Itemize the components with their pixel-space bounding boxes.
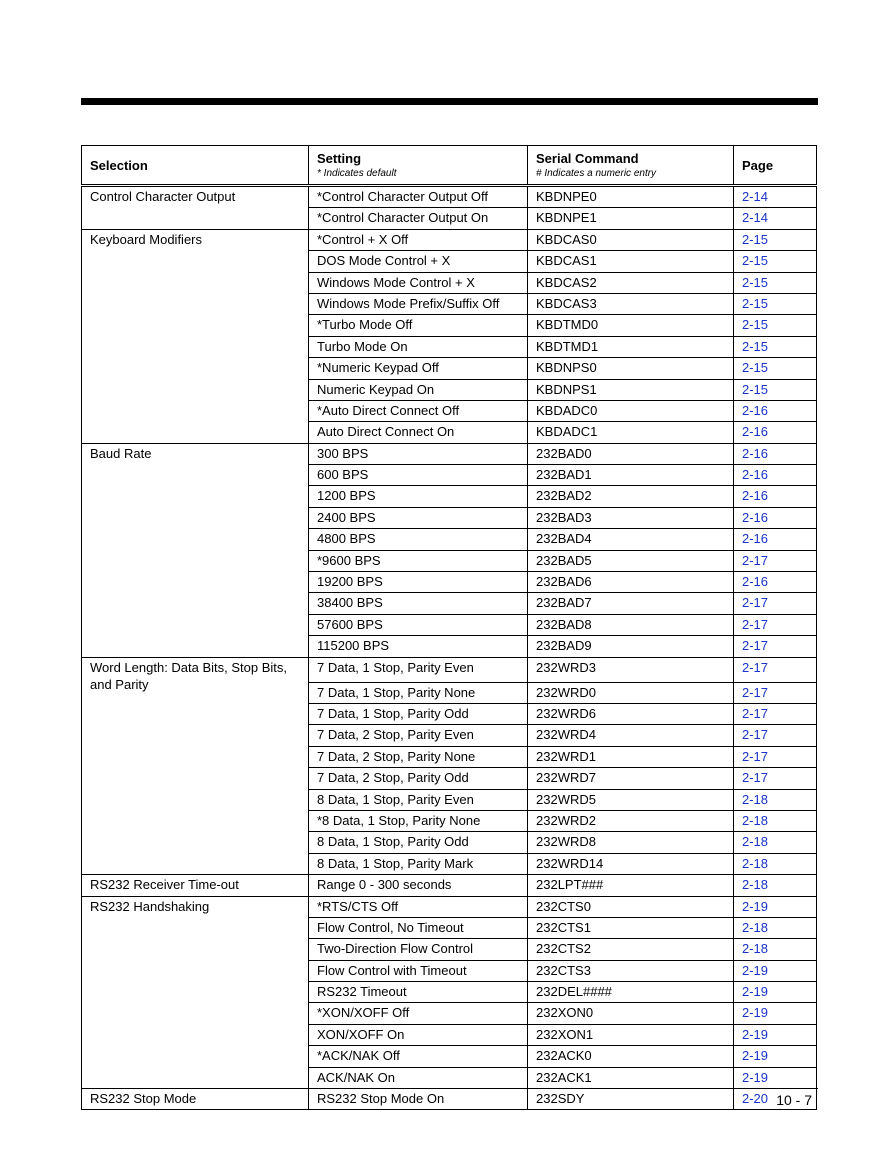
page-link[interactable]: 2-18 bbox=[734, 810, 817, 831]
selection-cell: RS232 Handshaking bbox=[82, 896, 309, 1089]
serial-command-cell: KBDADC0 bbox=[528, 400, 734, 421]
serial-command-cell: KBDCAS3 bbox=[528, 293, 734, 314]
serial-command-header-note: # Indicates a numeric entry bbox=[536, 168, 657, 179]
serial-command-cell: 232BAD2 bbox=[528, 486, 734, 507]
setting-cell: 115200 BPS bbox=[309, 636, 528, 657]
serial-command-cell: KBDCAS0 bbox=[528, 229, 734, 250]
setting-cell: XON/XOFF On bbox=[309, 1024, 528, 1045]
page-link[interactable]: 2-18 bbox=[734, 875, 817, 896]
serial-command-header bbox=[528, 146, 734, 186]
serial-command-cell: 232WRD7 bbox=[528, 768, 734, 789]
setting-cell: 8 Data, 1 Stop, Parity Mark bbox=[309, 853, 528, 874]
page-link[interactable]: 2-19 bbox=[734, 982, 817, 1003]
page-link[interactable]: 2-20 bbox=[734, 1089, 817, 1110]
serial-command-cell: 232WRD1 bbox=[528, 746, 734, 767]
setting-cell: *Numeric Keypad Off bbox=[309, 358, 528, 379]
setting-cell: 7 Data, 1 Stop, Parity Odd bbox=[309, 703, 528, 724]
page-link[interactable]: 2-18 bbox=[734, 789, 817, 810]
page-link[interactable]: 2-16 bbox=[734, 465, 817, 486]
setting-cell: *XON/XOFF Off bbox=[309, 1003, 528, 1024]
page-link[interactable]: 2-15 bbox=[734, 336, 817, 357]
selection-cell: Control Character Output bbox=[82, 186, 309, 230]
serial-command-cell: 232WRD8 bbox=[528, 832, 734, 853]
setting-cell: 7 Data, 1 Stop, Parity Even bbox=[309, 657, 528, 682]
serial-command-cell: 232BAD4 bbox=[528, 529, 734, 550]
serial-command-cell: 232BAD9 bbox=[528, 636, 734, 657]
page-link[interactable]: 2-18 bbox=[734, 853, 817, 874]
setting-cell: Windows Mode Control + X bbox=[309, 272, 528, 293]
page-link[interactable]: 2-19 bbox=[734, 1067, 817, 1088]
serial-command-cell: 232BAD8 bbox=[528, 614, 734, 635]
setting-cell: *9600 BPS bbox=[309, 550, 528, 571]
setting-cell: 7 Data, 2 Stop, Parity None bbox=[309, 746, 528, 767]
setting-cell: ACK/NAK On bbox=[309, 1067, 528, 1088]
page-header bbox=[734, 146, 817, 186]
page-link[interactable]: 2-19 bbox=[734, 896, 817, 917]
page-link[interactable]: 2-16 bbox=[734, 443, 817, 464]
selection-cell: RS232 Stop Mode bbox=[82, 1089, 309, 1110]
setting-cell: Windows Mode Prefix/Suffix Off bbox=[309, 293, 528, 314]
page-link[interactable]: 2-17 bbox=[734, 614, 817, 635]
page-link[interactable]: 2-16 bbox=[734, 529, 817, 550]
page-link[interactable]: 2-17 bbox=[734, 636, 817, 657]
page-link[interactable]: 2-17 bbox=[734, 746, 817, 767]
setting-cell: 4800 BPS bbox=[309, 529, 528, 550]
serial-command-cell: 232SDY bbox=[528, 1089, 734, 1110]
serial-command-cell: KBDTMD1 bbox=[528, 336, 734, 357]
page-link[interactable]: 2-17 bbox=[734, 682, 817, 703]
page-link[interactable]: 2-14 bbox=[734, 208, 817, 229]
serial-command-cell: 232DEL#### bbox=[528, 982, 734, 1003]
serial-command-cell: KBDTMD0 bbox=[528, 315, 734, 336]
page-link[interactable]: 2-16 bbox=[734, 400, 817, 421]
setting-cell: 600 BPS bbox=[309, 465, 528, 486]
table-body bbox=[82, 186, 817, 1110]
setting-cell: Turbo Mode On bbox=[309, 336, 528, 357]
setting-cell: 300 BPS bbox=[309, 443, 528, 464]
page-link[interactable]: 2-18 bbox=[734, 939, 817, 960]
serial-command-cell: 232BAD3 bbox=[528, 507, 734, 528]
serial-command-cell: 232ACK0 bbox=[528, 1046, 734, 1067]
page-link[interactable]: 2-15 bbox=[734, 251, 817, 272]
setting-cell: RS232 Stop Mode On bbox=[309, 1089, 528, 1110]
serial-command-table bbox=[81, 145, 817, 1110]
serial-command-cell: 232CTS0 bbox=[528, 896, 734, 917]
page-link[interactable]: 2-17 bbox=[734, 593, 817, 614]
serial-command-cell: 232CTS2 bbox=[528, 939, 734, 960]
setting-cell: 38400 BPS bbox=[309, 593, 528, 614]
page-link[interactable]: 2-16 bbox=[734, 422, 817, 443]
serial-command-cell: KBDNPS0 bbox=[528, 358, 734, 379]
serial-command-cell: KBDCAS1 bbox=[528, 251, 734, 272]
page-link[interactable]: 2-17 bbox=[734, 768, 817, 789]
serial-command-cell: 232LPT### bbox=[528, 875, 734, 896]
setting-header-note: * Indicates default bbox=[317, 168, 397, 179]
setting-cell: *RTS/CTS Off bbox=[309, 896, 528, 917]
serial-command-cell: KBDNPS1 bbox=[528, 379, 734, 400]
selection-header bbox=[82, 146, 309, 186]
page-link[interactable]: 2-16 bbox=[734, 486, 817, 507]
page-link[interactable]: 2-17 bbox=[734, 725, 817, 746]
serial-command-cell: 232WRD2 bbox=[528, 810, 734, 831]
serial-command-cell: KBDNPE0 bbox=[528, 186, 734, 208]
setting-cell: 8 Data, 1 Stop, Parity Even bbox=[309, 789, 528, 810]
page-link[interactable]: 2-18 bbox=[734, 832, 817, 853]
setting-cell: 7 Data, 2 Stop, Parity Even bbox=[309, 725, 528, 746]
setting-cell: 2400 BPS bbox=[309, 507, 528, 528]
table-row bbox=[82, 875, 817, 896]
serial-command-cell: 232BAD1 bbox=[528, 465, 734, 486]
serial-command-cell: KBDADC1 bbox=[528, 422, 734, 443]
page-link[interactable]: 2-17 bbox=[734, 550, 817, 571]
page-link[interactable]: 2-15 bbox=[734, 229, 817, 250]
table-row bbox=[82, 443, 817, 464]
setting-cell: RS232 Timeout bbox=[309, 982, 528, 1003]
serial-command-cell: 232BAD6 bbox=[528, 572, 734, 593]
serial-command-cell: 232WRD3 bbox=[528, 657, 734, 682]
selection-cell: Keyboard Modifiers bbox=[82, 229, 309, 443]
table-row bbox=[82, 657, 817, 682]
page-link[interactable]: 2-17 bbox=[734, 703, 817, 724]
page-link[interactable]: 2-16 bbox=[734, 572, 817, 593]
setting-cell: *Control + X Off bbox=[309, 229, 528, 250]
setting-cell: 1200 BPS bbox=[309, 486, 528, 507]
page-link[interactable]: 2-17 bbox=[734, 657, 817, 682]
page-link[interactable]: 2-15 bbox=[734, 379, 817, 400]
serial-command-cell: 232WRD6 bbox=[528, 703, 734, 724]
footer-rule bbox=[81, 1088, 818, 1089]
page-header-label: Page bbox=[742, 157, 774, 173]
serial-command-cell: 232XON0 bbox=[528, 1003, 734, 1024]
page-link[interactable]: 2-19 bbox=[734, 960, 817, 981]
serial-command-cell: 232ACK1 bbox=[528, 1067, 734, 1088]
serial-command-cell: 232WRD5 bbox=[528, 789, 734, 810]
setting-cell: Auto Direct Connect On bbox=[309, 422, 528, 443]
setting-cell: *Auto Direct Connect Off bbox=[309, 400, 528, 421]
serial-command-cell: 232BAD0 bbox=[528, 443, 734, 464]
setting-cell: *Control Character Output Off bbox=[309, 186, 528, 208]
table-row bbox=[82, 896, 817, 917]
page-link[interactable]: 2-18 bbox=[734, 917, 817, 938]
page-number: 10 - 7 bbox=[776, 1092, 812, 1108]
page-link[interactable]: 2-19 bbox=[734, 1003, 817, 1024]
setting-cell: *Control Character Output On bbox=[309, 208, 528, 229]
setting-header-label: Setting bbox=[317, 151, 362, 166]
page-link[interactable]: 2-16 bbox=[734, 507, 817, 528]
table-row bbox=[82, 229, 817, 250]
setting-cell: Range 0 - 300 seconds bbox=[309, 875, 528, 896]
page-link[interactable]: 2-15 bbox=[734, 358, 817, 379]
selection-cell: Baud Rate bbox=[82, 443, 309, 657]
page-link[interactable]: 2-15 bbox=[734, 315, 817, 336]
serial-command-cell: 232WRD14 bbox=[528, 853, 734, 874]
setting-cell: 7 Data, 2 Stop, Parity Odd bbox=[309, 768, 528, 789]
setting-cell: *8 Data, 1 Stop, Parity None bbox=[309, 810, 528, 831]
serial-command-cell: 232WRD0 bbox=[528, 682, 734, 703]
setting-cell: Two-Direction Flow Control bbox=[309, 939, 528, 960]
selection-cell: Word Length: Data Bits, Stop Bits, and Parity bbox=[82, 657, 309, 875]
serial-command-cell: 232BAD5 bbox=[528, 550, 734, 571]
serial-command-cell: 232CTS3 bbox=[528, 960, 734, 981]
setting-cell: Flow Control, No Timeout bbox=[309, 917, 528, 938]
serial-command-cell: 232WRD4 bbox=[528, 725, 734, 746]
page-link[interactable]: 2-19 bbox=[734, 1024, 817, 1045]
setting-cell: Numeric Keypad On bbox=[309, 379, 528, 400]
table-header-row bbox=[82, 146, 817, 186]
serial-command-cell: 232XON1 bbox=[528, 1024, 734, 1045]
table-row bbox=[82, 1089, 817, 1110]
serial-command-cell: KBDNPE1 bbox=[528, 208, 734, 229]
serial-command-cell: KBDCAS2 bbox=[528, 272, 734, 293]
setting-cell: *ACK/NAK Off bbox=[309, 1046, 528, 1067]
selection-header-label: Selection bbox=[90, 157, 148, 173]
setting-cell: DOS Mode Control + X bbox=[309, 251, 528, 272]
setting-cell: 7 Data, 1 Stop, Parity None bbox=[309, 682, 528, 703]
page-link[interactable]: 2-15 bbox=[734, 293, 817, 314]
setting-cell: 57600 BPS bbox=[309, 614, 528, 635]
table-row bbox=[82, 186, 817, 208]
page-link[interactable]: 2-14 bbox=[734, 186, 817, 208]
selection-cell: RS232 Receiver Time-out bbox=[82, 875, 309, 896]
setting-cell: Flow Control with Timeout bbox=[309, 960, 528, 981]
header-rule bbox=[81, 98, 818, 105]
serial-command-header-label: Serial Command bbox=[536, 151, 639, 166]
setting-cell: 19200 BPS bbox=[309, 572, 528, 593]
setting-cell: *Turbo Mode Off bbox=[309, 315, 528, 336]
page-link[interactable]: 2-19 bbox=[734, 1046, 817, 1067]
serial-command-cell: 232CTS1 bbox=[528, 917, 734, 938]
serial-command-cell: 232BAD7 bbox=[528, 593, 734, 614]
setting-cell: 8 Data, 1 Stop, Parity Odd bbox=[309, 832, 528, 853]
setting-header bbox=[309, 146, 528, 186]
page-link[interactable]: 2-15 bbox=[734, 272, 817, 293]
